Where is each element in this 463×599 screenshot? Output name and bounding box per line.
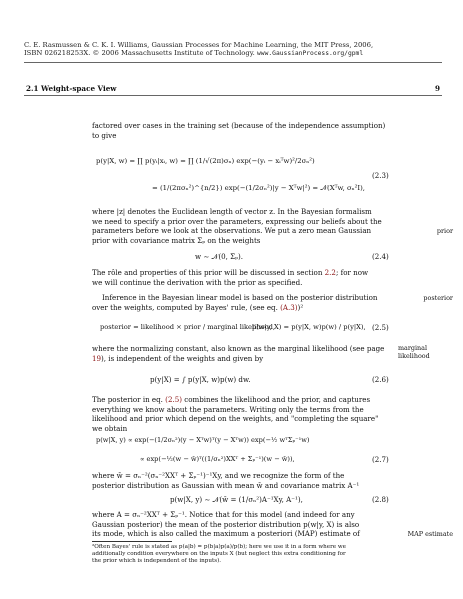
equation-number-2-4: (2.4) bbox=[372, 252, 389, 261]
citation-line-2 bbox=[24, 49, 444, 58]
paragraph-3 bbox=[92, 268, 389, 287]
equation-2-5-right: p(w|y, X) = p(y|X, w)p(w) / p(y|X), bbox=[252, 323, 366, 331]
text-line: prior with covariance matrix Σₚ on the weights bbox=[92, 235, 261, 245]
text-line: where the normalizing constant, also known as the marginal likelihood (see page bbox=[92, 344, 385, 353]
text-line bbox=[92, 303, 389, 313]
footnote-line: additionally condition everywhere on the inputs X (but neglect this extra conditioning for bbox=[92, 551, 346, 557]
text-line: where |z| denotes the Euclidean length of vector z. In the Bayesian formalism bbox=[92, 207, 372, 216]
equation-2-8: p(w|X, y) ∼ 𝒩(w̄ = (1/σₙ²)A⁻¹Xy, A⁻¹), bbox=[170, 495, 303, 504]
footnote-line: the prior which is independent of the inputs). bbox=[92, 558, 222, 564]
page-link[interactable]: 19 bbox=[92, 353, 102, 363]
paragraph-5 bbox=[92, 344, 389, 363]
equation-2-4: w ∼ 𝒩(0, Σₚ). bbox=[195, 252, 243, 261]
equation-2-3-row-1: p(y|X, w) = ∏ p(yᵢ|xᵢ, w) = ∏ (1/√(2π)σₙ) exp(−(yᵢ − xᵢᵀw)²/2σₙ²) bbox=[96, 157, 315, 165]
page-number: 9 bbox=[434, 84, 440, 93]
text-span: over the weights, computed by Bayes' rule, (see eq. bbox=[92, 302, 281, 312]
text-line: posterior distribution as Gaussian with mean w̄ and covariance matrix A⁻¹ bbox=[92, 480, 360, 490]
text-line: we obtain bbox=[92, 423, 128, 433]
text-span: The rôle and properties of this prior will be discussed in section bbox=[92, 268, 325, 277]
text-span: ), is independent of the weights and given by bbox=[101, 353, 264, 363]
equation-number-2-6: (2.6) bbox=[372, 375, 389, 384]
text-line: Gaussian posterior) the mean of the posterior distribution p(w|y, X) is also bbox=[92, 519, 360, 529]
footnote-rule bbox=[92, 541, 172, 542]
paragraph-6 bbox=[92, 395, 389, 433]
equation-number-2-8: (2.8) bbox=[372, 495, 389, 504]
text-line: where w̄ = σₙ⁻²(σₙ⁻²XXᵀ + Σₚ⁻¹)⁻¹Xy, and we recognize the form of the bbox=[92, 471, 345, 480]
margin-note-prior: prior bbox=[436, 227, 453, 235]
margin-note-posterior: posterior bbox=[423, 294, 453, 302]
equation-2-7-row-1: p(w|X, y) ∝ exp(−(1/2σₙ²)(y − Xᵀw)ᵀ(y − Xᵀw)) exp(−½ wᵀΣₚ⁻¹w) bbox=[96, 436, 310, 444]
running-header bbox=[26, 84, 440, 93]
citation-url[interactable]: www.GaussianProcess.org/gpml bbox=[256, 50, 364, 58]
text-span: The posterior in eq. bbox=[92, 395, 166, 404]
header-rule bbox=[24, 95, 442, 96]
margin-note-map-estimate: MAP estimate bbox=[407, 530, 453, 538]
text-line: to give bbox=[92, 130, 117, 140]
equation-number-2-5: (2.5) bbox=[372, 323, 389, 332]
equation-number-2-3: (2.3) bbox=[372, 171, 389, 180]
text-line: factored over cases in the training set (because of the independence assumption) bbox=[92, 121, 386, 130]
equation-number-2-7: (2.7) bbox=[372, 455, 389, 464]
equation-link[interactable]: (2.5) bbox=[165, 395, 182, 404]
paragraph-7 bbox=[92, 471, 389, 490]
text-span: combines the likelihood and the prior, and captures bbox=[182, 395, 371, 404]
text-line: everything we know about the parameters. Writing only the terms from the bbox=[92, 404, 364, 414]
margin-note-marginal-likelihood: marginal likelihood bbox=[398, 344, 430, 360]
citation-block bbox=[24, 41, 444, 59]
equation-2-3-row-2: = (1/(2πσₙ²)^{n/2}) exp(−(1/2σₙ²)|y − Xᵀw|²) = 𝒩(Xᵀw, σₙ²I), bbox=[152, 184, 365, 192]
equation-2-5-left: posterior = likelihood × prior / marginal likelihood, bbox=[100, 323, 276, 331]
text-line bbox=[92, 395, 389, 405]
text-line bbox=[92, 354, 389, 364]
footnote bbox=[92, 544, 389, 565]
text-line: its mode, which is also called the maximum a posteriori (MAP) estimate of bbox=[92, 529, 360, 538]
paragraph-2 bbox=[92, 207, 389, 245]
text-span: )² bbox=[297, 302, 304, 312]
citation-line-1: C. E. Rasmussen & C. K. I. Williams, Gaussian Processes for Machine Learning, the MIT Press, 2006, bbox=[24, 41, 374, 49]
paragraph-1 bbox=[92, 121, 389, 140]
citation-rule bbox=[24, 62, 442, 63]
equation-link[interactable]: (A.3) bbox=[280, 302, 298, 312]
section-title: 2.1 Weight-space View bbox=[26, 84, 117, 93]
text-line: Inference in the Bayesian linear model is based on the posterior distribution bbox=[102, 293, 378, 302]
text-line: we will continue the derivation with the prior as specified. bbox=[92, 277, 303, 287]
text-line: likelihood and prior which depend on the weights, and "completing the square" bbox=[92, 414, 379, 423]
text-line: where A = σₙ⁻²XXᵀ + Σₚ⁻¹. Notice that for this model (and indeed for any bbox=[92, 510, 355, 519]
text-span: ; for now bbox=[335, 268, 369, 277]
text-line bbox=[92, 268, 389, 278]
citation-isbn: ISBN 026218253X. © 2006 Massachusetts Institute of Technology. bbox=[24, 49, 255, 58]
paragraph-8 bbox=[92, 510, 389, 539]
text-line: we need to specify a prior over the parameters, expressing our beliefs about the bbox=[92, 216, 382, 226]
section-link[interactable]: 2.2 bbox=[324, 268, 336, 277]
equation-2-6: p(y|X) = ∫ p(y|X, w)p(w) dw. bbox=[150, 375, 251, 384]
equation-2-7-row-2: ∝ exp(−½(w − w̄)ᵀ((1/σₙ²)XXᵀ + Σₚ⁻¹)(w − w̄)), bbox=[140, 455, 295, 463]
paragraph-4 bbox=[92, 293, 389, 312]
footnote-line: ²Often Bayes' rule is stated as p(a|b) = p(b|a)p(a)/p(b); here we use it in a form where we bbox=[92, 544, 346, 550]
text-line: parameters before we look at the observations. We put a zero mean Gaussian bbox=[92, 226, 372, 235]
